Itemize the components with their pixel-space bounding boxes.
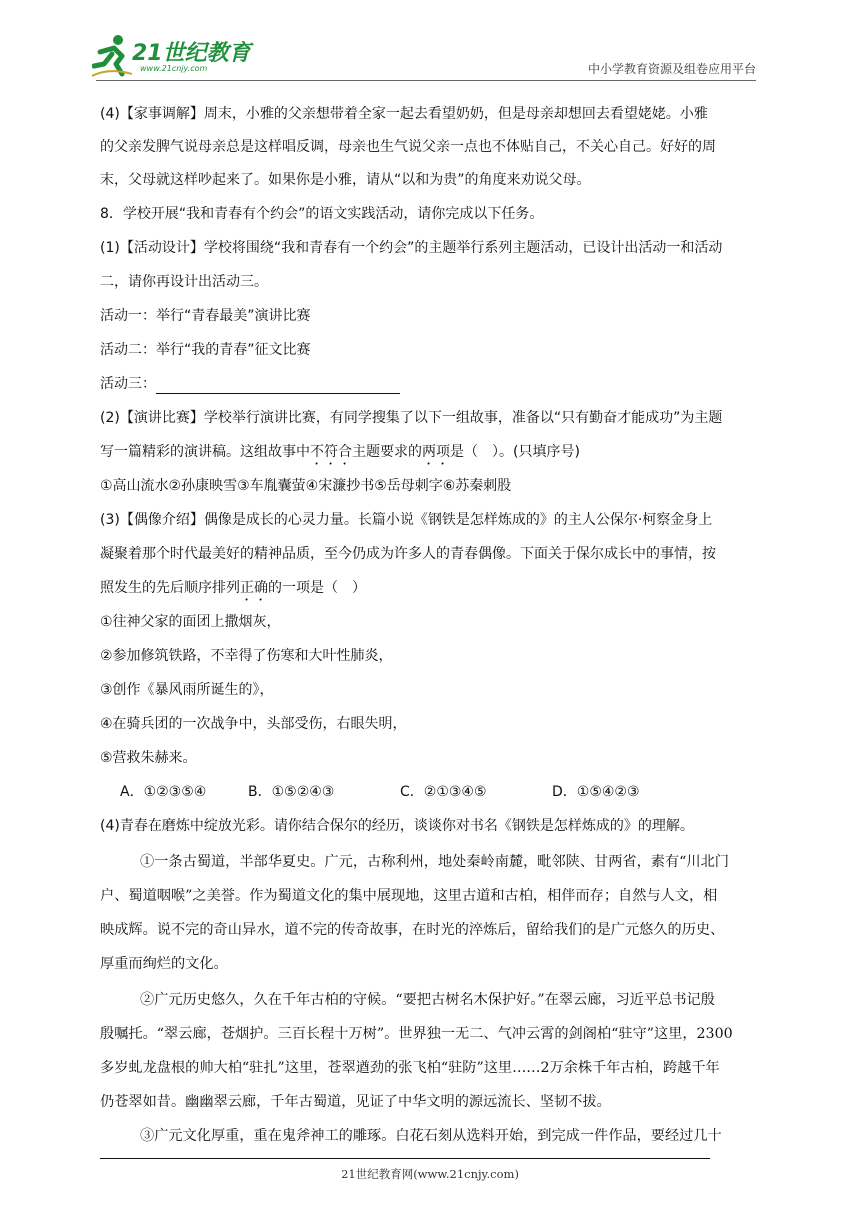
text-span: 的一项是（ ） <box>268 580 366 596</box>
passage-line: 仍苍翠如昔。幽幽翠云廊，千年古蜀道，见证了中华文明的源远流长、坚韧不拔。 <box>100 1094 611 1110</box>
page-header <box>0 0 860 90</box>
emphasis-text: 不符合 <box>310 444 352 460</box>
option-b: B．①⑤②④③ <box>248 784 335 800</box>
text-line: (2)【演讲比赛】学校举行演讲比赛，有同学搜集了以下一组故事，准备以“只有勤奋才能成功”为主题 <box>100 410 723 426</box>
activity-3-label: 活动三： <box>100 376 156 392</box>
option-a: A．①②③⑤④ <box>120 784 207 800</box>
activity-3 <box>100 374 400 394</box>
event-item: ⑤营救朱赫来。 <box>100 750 197 766</box>
passage-line: 殷嘱托。“翠云廊，苍烟护。三百长程十万树”。世界独一无二、气冲云霄的剑阁柏“驻守”这里，2300 <box>100 1026 733 1042</box>
event-item: ④在骑兵团的一次战争中，头部受伤，右眼失明， <box>100 716 407 732</box>
site-logo <box>92 34 262 82</box>
passage-line: ②广元历史悠久，久在千年古柏的守候。“要把古树名木保护好。”在翠云廊，习近平总书记殷 <box>140 992 715 1008</box>
event-item: ③创作《暴风雨所诞生的》， <box>100 682 274 698</box>
text-line <box>100 578 366 604</box>
text-line: 凝聚着那个时代最美好的精神品质，至今仍成为许多人的青春偶像。下面关于保尔成长中的事情，按 <box>100 546 716 562</box>
text-span: 写一篇精彩的演讲稿。这组故事中 <box>100 444 310 460</box>
text-line: (4)【家事调解】周末，小雅的父亲想带着全家一起去看望奶奶，但是母亲却想回去看望姥姥。小雅 <box>100 106 708 122</box>
event-item: ②参加修筑铁路，不幸得了伤寒和大叶性肺炎， <box>100 648 393 664</box>
logo-text: 21世纪教育 <box>132 41 251 66</box>
text-line: 的父亲发脾气说母亲总是这样唱反调，母亲也生气说父亲一点也不体贴自己，不关心自己。好好的周 <box>100 139 716 155</box>
runner-logo-icon <box>92 34 132 78</box>
event-item: ①往神父家的面团上撒烟灰， <box>100 614 281 630</box>
text-line <box>100 442 580 468</box>
text-line: 末，父母就这样吵起来了。如果你是小雅，请从“以和为贵”的角度来劝说父母。 <box>100 172 591 188</box>
option-c: C．②①③④⑤ <box>400 784 487 800</box>
text-span: 主题要求的 <box>352 444 422 460</box>
logo-subtext: www.21cnjy.com <box>140 64 208 73</box>
header-divider <box>96 80 756 81</box>
passage-line: 厚重而绚烂的文化。 <box>100 956 228 972</box>
text-line: (1)【活动设计】学校将围绕“我和青春有一个约会”的主题举行系列主题活动，已设计出活动一和活动 <box>100 240 723 256</box>
text-line: 二，请你再设计出活动三。 <box>100 274 268 290</box>
activity-2: 活动二：举行“我的青春”征文比赛 <box>100 342 311 358</box>
passage-line: 映成辉。说不完的奇山异水，道不完的传奇故事，在时光的淬炼后，留给我们的是广元悠久的历史、 <box>100 922 725 938</box>
footer-divider <box>100 1158 710 1159</box>
text-line: (4)青春在磨炼中绽放光彩。请你结合保尔的经历，谈谈你对书名《钢铁是怎样炼成的》的理解。 <box>100 818 694 834</box>
emphasis-text: 正确 <box>240 580 268 596</box>
emphasis-text: 两项 <box>422 444 450 460</box>
passage-line: ③广元文化厚重，重在鬼斧神工的雕琢。白花石刻从选料开始，到完成一件作品，要经过几十 <box>140 1128 722 1144</box>
question-8-stem: 8．学校开展“我和青春有个约会”的语文实践活动，请你完成以下任务。 <box>100 206 544 222</box>
page-footer: 21世纪教育网(www.21cnjy.com) <box>341 1167 519 1181</box>
passage-line: 户、蜀道咽喉”之美誉。作为蜀道文化的集中展现地，这里古道和古柏，相伴而存；自然与人文，相 <box>100 888 718 904</box>
passage-line: 多岁虬龙盘根的帅大柏“驻扎”这里，苍翠遒劲的张飞柏“驻防”这里……2万余株千年古柏，跨越千年 <box>100 1060 720 1076</box>
story-list: ①高山流水②孙康映雪③车胤囊萤④宋濂抄书⑤岳母刺字⑥苏秦刺股 <box>100 478 512 494</box>
text-line: (3)【偶像介绍】偶像是成长的心灵力量。长篇小说《钢铁是怎样炼成的》的主人公保尔·柯察金身上 <box>100 512 713 528</box>
answer-blank <box>156 379 400 394</box>
text-span: 照发生的先后顺序排列 <box>100 580 240 596</box>
activity-1: 活动一：举行“青春最美”演讲比赛 <box>100 308 311 324</box>
option-d: D．①⑤④②③ <box>552 784 640 800</box>
passage-line: ①一条古蜀道，半部华夏史。广元，古称利州，地处秦岭南麓，毗邻陕、甘两省，素有“川北门 <box>140 854 729 870</box>
text-span: 是（ ）。(只填序号) <box>450 444 580 460</box>
header-slogan: 中小学教育资源及组卷应用平台 <box>587 62 756 76</box>
